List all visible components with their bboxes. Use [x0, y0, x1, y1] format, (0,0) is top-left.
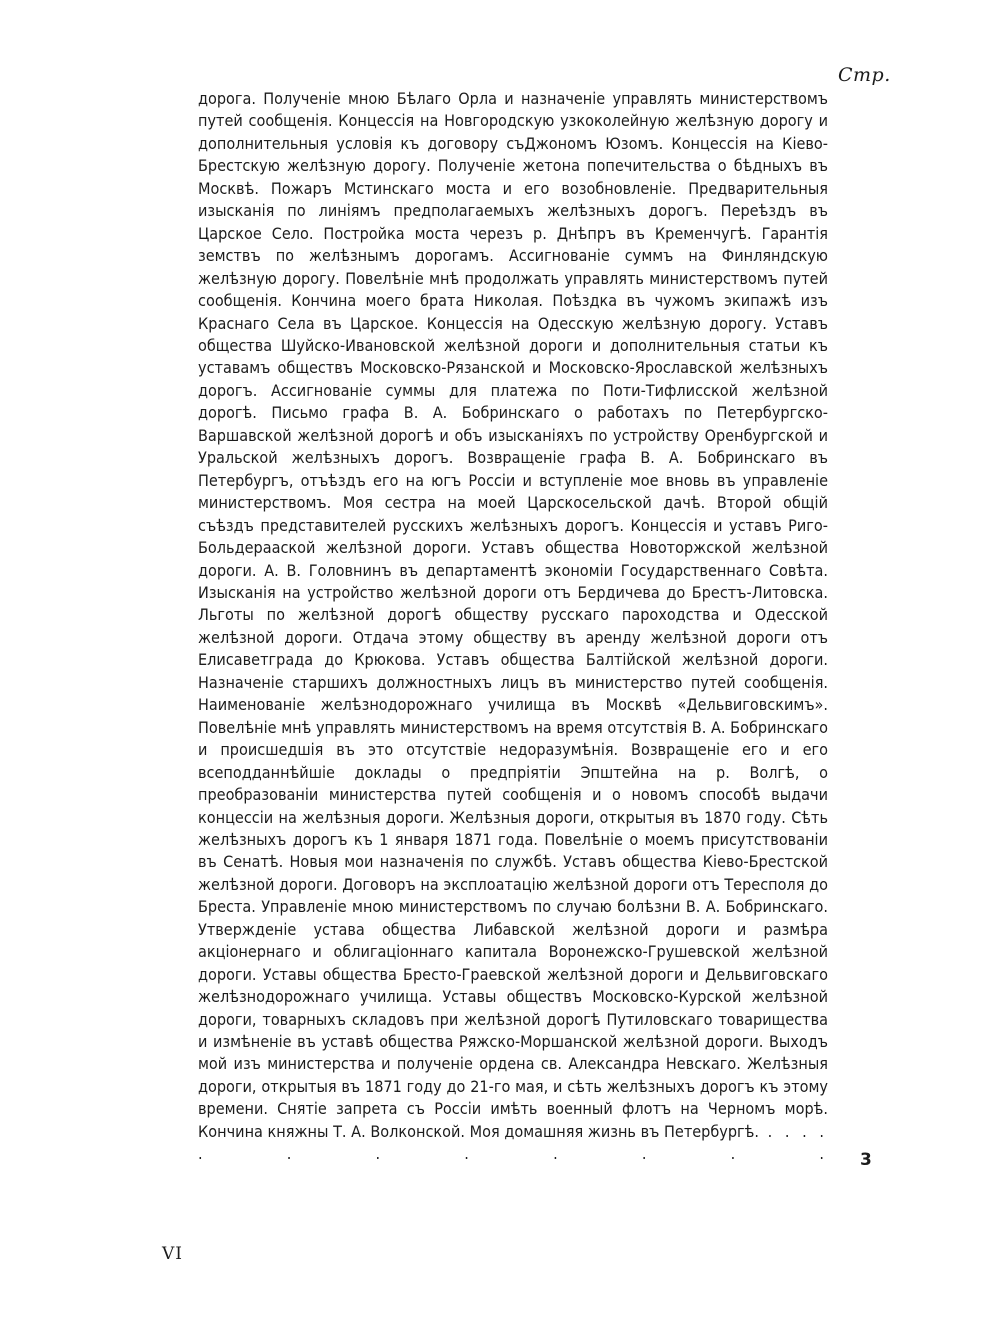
dot-leader: . . . . . . . . . . . .: [198, 1121, 828, 1164]
toc-entry: [198, 88, 828, 1166]
toc-entry-body: дорога. Полученіе мною Бѣлаго Орла и назначеніе управлять министерствомъ путей сообщенія. Концессія на Новгородскую узкоколейную желѣзную дорогу и дополнительныя условія къ договору съДжономъ Юзомъ. Концессія на Кіево-Брестскую желѣзную дорогу. Полученіе жетона попечительства о бѣдныхъ въ Москвѣ. Пожаръ Мстинскаго моста и его возобновленіе. Предварительныя изысканія по линіямъ предполагаемыхъ желѣзныхъ дорогъ. Переѣздъ въ Царское Село. Постройка моста черезъ р. Днѣпръ въ Кременчугѣ. Гарантія земствъ по желѣзнымъ дорогамъ. Ассигнованіе суммъ на Финляндскую желѣзную дорогу. Повелѣніе мнѣ продолжать управлять министерствомъ путей сообщенія. Кончина моего брата Николая. Поѣздка въ чужомъ экипажѣ изъ Краснаго Села въ Царское. Концессія на Одесскую желѣзную дорогу. Уставъ общества Шуйско-Ивановской желѣзной дороги и дополнительныя статьи къ уставамъ обществъ Московско-Рязанской и Московско-Ярославской желѣзныхъ дорогъ. Ассигнованіе суммы для платежа по Поти-Тифлисской желѣзной дорогѣ. Письмо графа В. А. Бобринскаго о работахъ по Петербургско-Варшавской желѣзной дорогѣ и объ изысканіяхъ по устройству Оренбургской и Уральской желѣзныхъ дорогъ. Возвращеніе графа В. А. Бобринскаго въ Петербургъ, отъѣздъ его на югъ Россіи и вступленіе мое вновь въ управленіе министерствомъ. Моя сестра на моей Царскосельской дачѣ. Второй общій съѣздъ представителей русскихъ желѣзныхъ дорогъ. Концессія и уставъ Риго-Больдерааской желѣзной дороги. Уставъ общества Новоторжской желѣзной дороги. А. В. Головнинъ въ департаментѣ экономіи Государственнаго Совѣта. Изысканія на устройство желѣзной дороги отъ Бердичева до Брестъ-Литовска. Льготы по желѣзной дорогѣ обществу русскаго пароходства и Одесской желѣзной дороги. Отдача этому обществу въ аренду желѣзной дороги отъ Елисаветграда до Крюкова. Уставъ общества Балтійской желѣзной дороги. Назначеніе старшихъ должностныхъ лицъ въ министерство путей сообщенія. Наименованіе желѣзнодорожнаго училища въ Москвѣ «Дельвиговскимъ». Повелѣніе мнѣ управлять министерствомъ на время отсутствія В. А. Бобринскаго и происшедшія въ это отсутствіе недоразумѣнія. Возвращеніе его и его всеподданнѣйшіе доклады о предпріятіи Эпштейна на р. Волгѣ, о преобразованіи министерства путей сообщенія и о новомъ способѣ выдачи концессіи на желѣзныя дороги. Желѣзныя дороги, открытыя въ 1870 году. Сѣть желѣзныхъ дорогъ къ 1 января 1871 года. Повелѣніе о моемъ присутствованіи въ Сенатѣ. Новыя мои назначенія по службѣ. Уставъ общества Кіево-Брестской желѣзной дороги. Договоръ на эксплоатацію желѣзной дороги отъ Тересполя до Бреста. Управленіе мною министерствомъ по случаю болѣзни В. А. Бобринскаго. Утвержденіе устава общества Либавской желѣзной дороги и размѣра акціонернаго и облигаціоннаго капитала Воронежско-Грушевской желѣзной дороги. Уставы общества Бресто-Граевской желѣзной дороги и Дельвиговскаго желѣзнодорожнаго училища. Уставы обществъ Московско-Курской желѣзной дороги, товарныхъ складовъ при желѣзной дорогѣ Путиловскаго товарищества и измѣненіе въ уставѣ общества Ряжско-Моршанской желѣзной дороги. Выходъ мой изъ министерства и полученіе ордена св. Александра Невскаго. Желѣзныя дороги, открытыя въ 1871 году до 21-го мая, и сѣть желѣзныхъ дорогъ къ этому времени. Снятіе запрета съ Россіи имѣть военный флотъ на Черномъ морѣ. Кончина княжны Т. А. Волконской. Моя домашняя жизнь въ Петербургѣ.: [198, 89, 828, 1141]
toc-entry-text: [198, 88, 828, 1166]
page-column-header: Стр.: [838, 64, 891, 86]
page-folio: VI: [162, 1244, 183, 1264]
toc-page-number: 3: [860, 1150, 872, 1170]
